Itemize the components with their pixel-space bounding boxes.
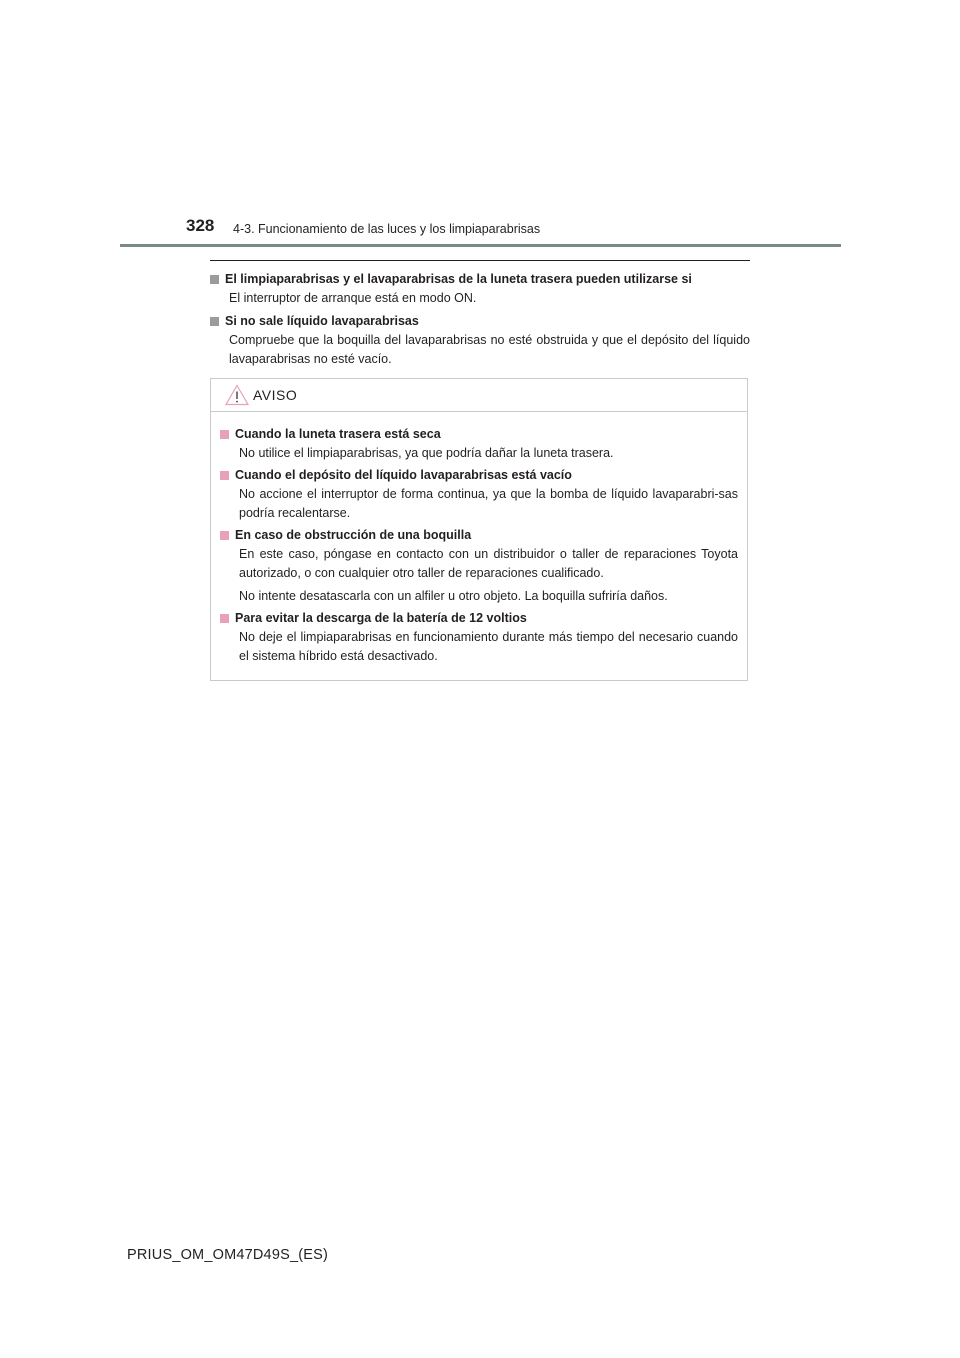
content-rule [210,260,750,261]
square-bullet-icon [220,531,229,540]
aviso-item-body: No intente desatascarla con un alfiler u otro objeto. La boquilla sufriría daños. [239,589,668,603]
aviso-content [211,412,747,666]
note-title [210,269,750,289]
document-code: PRIUS_OM_OM47D49S_(ES) [127,1247,329,1263]
aviso-item-body: No utilice el limpiaparabrisas, ya que podría dañar la luneta trasera. [239,446,614,460]
aviso-item-title-text: En caso de obstrucción de una boquilla [235,528,472,542]
aviso-box [210,378,748,681]
aviso-item-title [220,525,738,545]
aviso-title: AVISO [253,387,298,403]
note-title-text: Si no sale líquido lavaparabrisas [225,314,419,328]
page-number: 328 [186,216,215,235]
note-body: Compruebe que la boquilla del lavaparabrisas no esté obstruida y que el depósito del líquido lavaparabrisas no esté vacío. [229,333,750,366]
aviso-header [211,379,747,412]
section-title: 4-3. Funcionamiento de las luces y los limpiaparabrisas [233,222,541,236]
square-bullet-icon [220,430,229,439]
aviso-item-body: No accione el interruptor de forma continua, ya que la bomba de líquido lavaparabri-sas podría recalentarse. [239,487,738,520]
aviso-item-title [220,465,738,485]
note-title-text: El limpiaparabrisas y el lavaparabrisas de la luneta trasera pueden utilizarse si [225,272,692,286]
note-title [210,311,750,331]
aviso-item-title [220,608,738,628]
square-bullet-icon [210,275,219,284]
aviso-item-title [220,424,738,444]
aviso-item-body: En este caso, póngase en contacto con un distribuidor o taller de reparaciones Toyota autorizado, o con cualquier otro taller de reparaciones cualificado. [239,547,738,580]
square-bullet-icon [210,317,219,326]
aviso-item-title-text: Cuando el depósito del líquido lavaparabrisas está vacío [235,468,572,482]
notes-section [210,266,750,371]
aviso-item-title-text: Para evitar la descarga de la batería de 12 voltios [235,611,527,625]
warning-triangle-icon [225,384,249,406]
note-body: El interruptor de arranque está en modo ON. [229,291,477,305]
square-bullet-icon [220,471,229,480]
header-rule [120,244,841,247]
aviso-item-title-text: Cuando la luneta trasera está seca [235,427,441,441]
square-bullet-icon [220,614,229,623]
aviso-item-body: No deje el limpiaparabrisas en funcionamiento durante más tiempo del necesario cuando el sistema híbrido está desactivado. [239,630,738,663]
